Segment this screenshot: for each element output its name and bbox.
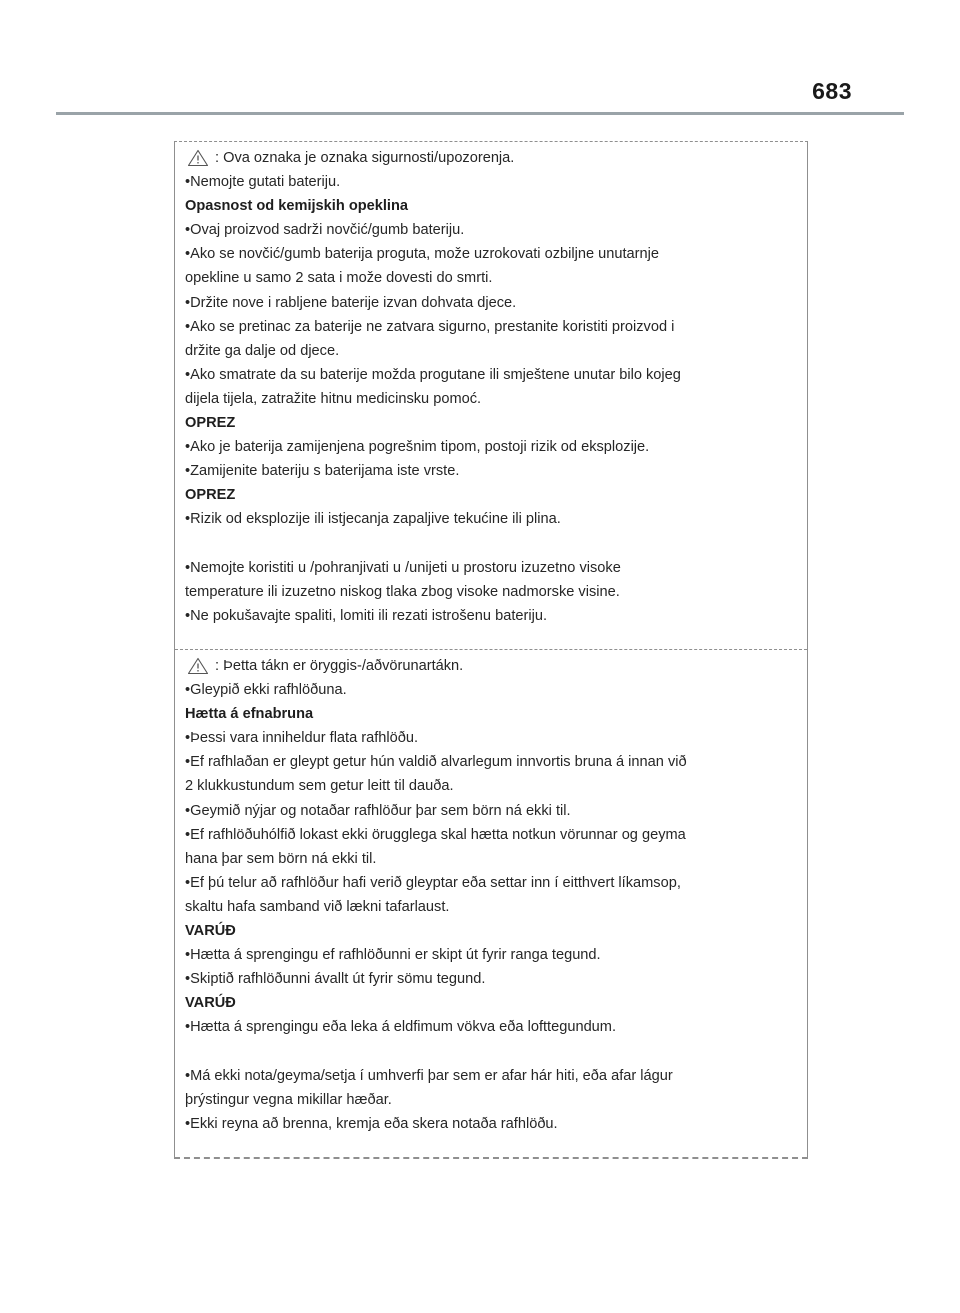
warning-symbol-line [185, 146, 799, 170]
text-line: •Ef rafhlaðan er gleypt getur hún valdið alvarlegum innvortis bruna á innan við [185, 754, 687, 771]
text-line: •Ekki reyna að brenna, kremja eða skera notaða rafhlöðu. [185, 1115, 558, 1132]
blank-line [185, 532, 799, 556]
header-rule [56, 112, 904, 115]
text-line: •Nemojte koristiti u /pohranjivati u /unijeti u prostoru izuzetno visoke [185, 559, 621, 576]
section-heading: OPREZ [185, 415, 236, 432]
text-line: •Ako je baterija zamijenjena pogrešnim tipom, postoji rizik od eksplozije. [185, 439, 650, 456]
text-line: •Ako smatrate da su baterije možda progutane ili smještene unutar bilo kojeg [185, 366, 681, 383]
page-number: 683 [812, 78, 852, 104]
battery-warning-box [174, 141, 808, 1159]
section-heading: VARÚÐ [185, 923, 236, 940]
warning-triangle-icon [187, 149, 209, 167]
text-line: •Hætta á sprengingu ef rafhlöðunni er skipt út fyrir ranga tegund. [185, 947, 601, 964]
section-croatian [175, 146, 807, 628]
text-line: skaltu hafa samband við lækni tafarlaust. [185, 898, 450, 915]
warning-symbol-text: : Þetta tákn er öryggis-/aðvörunartákn. [215, 658, 464, 674]
text-line: •Držite nove i rabljene baterije izvan dohvata djece. [185, 294, 517, 311]
section-heading: Opasnost od kemijskih opeklina [185, 198, 409, 215]
text-line: þrýstingur vegna mikillar hæðar. [185, 1091, 392, 1108]
text-line: •Ef rafhlöðuhólfið lokast ekki örugglega skal hætta notkun vörunnar og geyma [185, 826, 686, 843]
warning-symbol-line [185, 654, 799, 678]
section-divider [175, 649, 807, 650]
text-line: 2 klukkustundum sem getur leitt til dauða. [185, 778, 454, 795]
text-line: •Ne pokušavajte spaliti, lomiti ili rezati istrošenu bateriju. [185, 607, 548, 624]
text-line: dijela tijela, zatražite hitnu medicinsku pomoć. [185, 390, 482, 407]
section-heading: VARÚÐ [185, 995, 236, 1012]
text-line: •Þessi vara inniheldur flata rafhlöðu. [185, 730, 419, 747]
text-line: •Skiptið rafhlöðunni ávallt út fyrir sömu tegund. [185, 971, 486, 988]
text-line: •Zamijenite bateriju s baterijama iste vrste. [185, 463, 460, 480]
text-line: •Ef þú telur að rafhlöður hafi verið gleyptar eða settar inn í eitthvert líkamsop, [185, 874, 681, 891]
warning-triangle-icon [187, 657, 209, 675]
section-heading: Hætta á efnabruna [185, 706, 314, 723]
text-line: •Ako se novčić/gumb baterija proguta, može uzrokovati ozbiljne unutarnje [185, 246, 659, 263]
text-line: opekline u samo 2 sata i može dovesti do smrti. [185, 270, 493, 287]
text-line: •Hætta á sprengingu eða leka á eldfimum vökva eða lofttegundum. [185, 1019, 617, 1036]
text-line: hana þar sem börn ná ekki til. [185, 850, 377, 867]
text-line: •Má ekki nota/geyma/setja í umhverfi þar sem er afar hár hiti, eða afar lágur [185, 1067, 673, 1084]
text-line: •Geymið nýjar og notaðar rafhlöður þar sem börn ná ekki til. [185, 802, 571, 819]
section-heading: OPREZ [185, 487, 236, 504]
text-line: •Rizik od eksplozije ili istjecanja zapaljive tekućine ili plina. [185, 511, 561, 528]
text-line: •Ovaj proizvod sadrži novčić/gumb bateriju. [185, 222, 465, 239]
text-line: temperature ili izuzetno niskog tlaka zbog visoke nadmorske visine. [185, 583, 620, 600]
text-line: •Nemojte gutati bateriju. [185, 174, 341, 191]
text-line: •Ako se pretinac za baterije ne zatvara sigurno, prestanite koristiti proizvod i [185, 318, 675, 335]
section-icelandic [175, 654, 807, 1136]
text-line: •Gleypið ekki rafhlöðuna. [185, 682, 347, 699]
blank-line [185, 1040, 799, 1064]
text-line: držite ga dalje od djece. [185, 342, 340, 359]
warning-symbol-text: : Ova oznaka je oznaka sigurnosti/upozorenja. [215, 150, 515, 166]
